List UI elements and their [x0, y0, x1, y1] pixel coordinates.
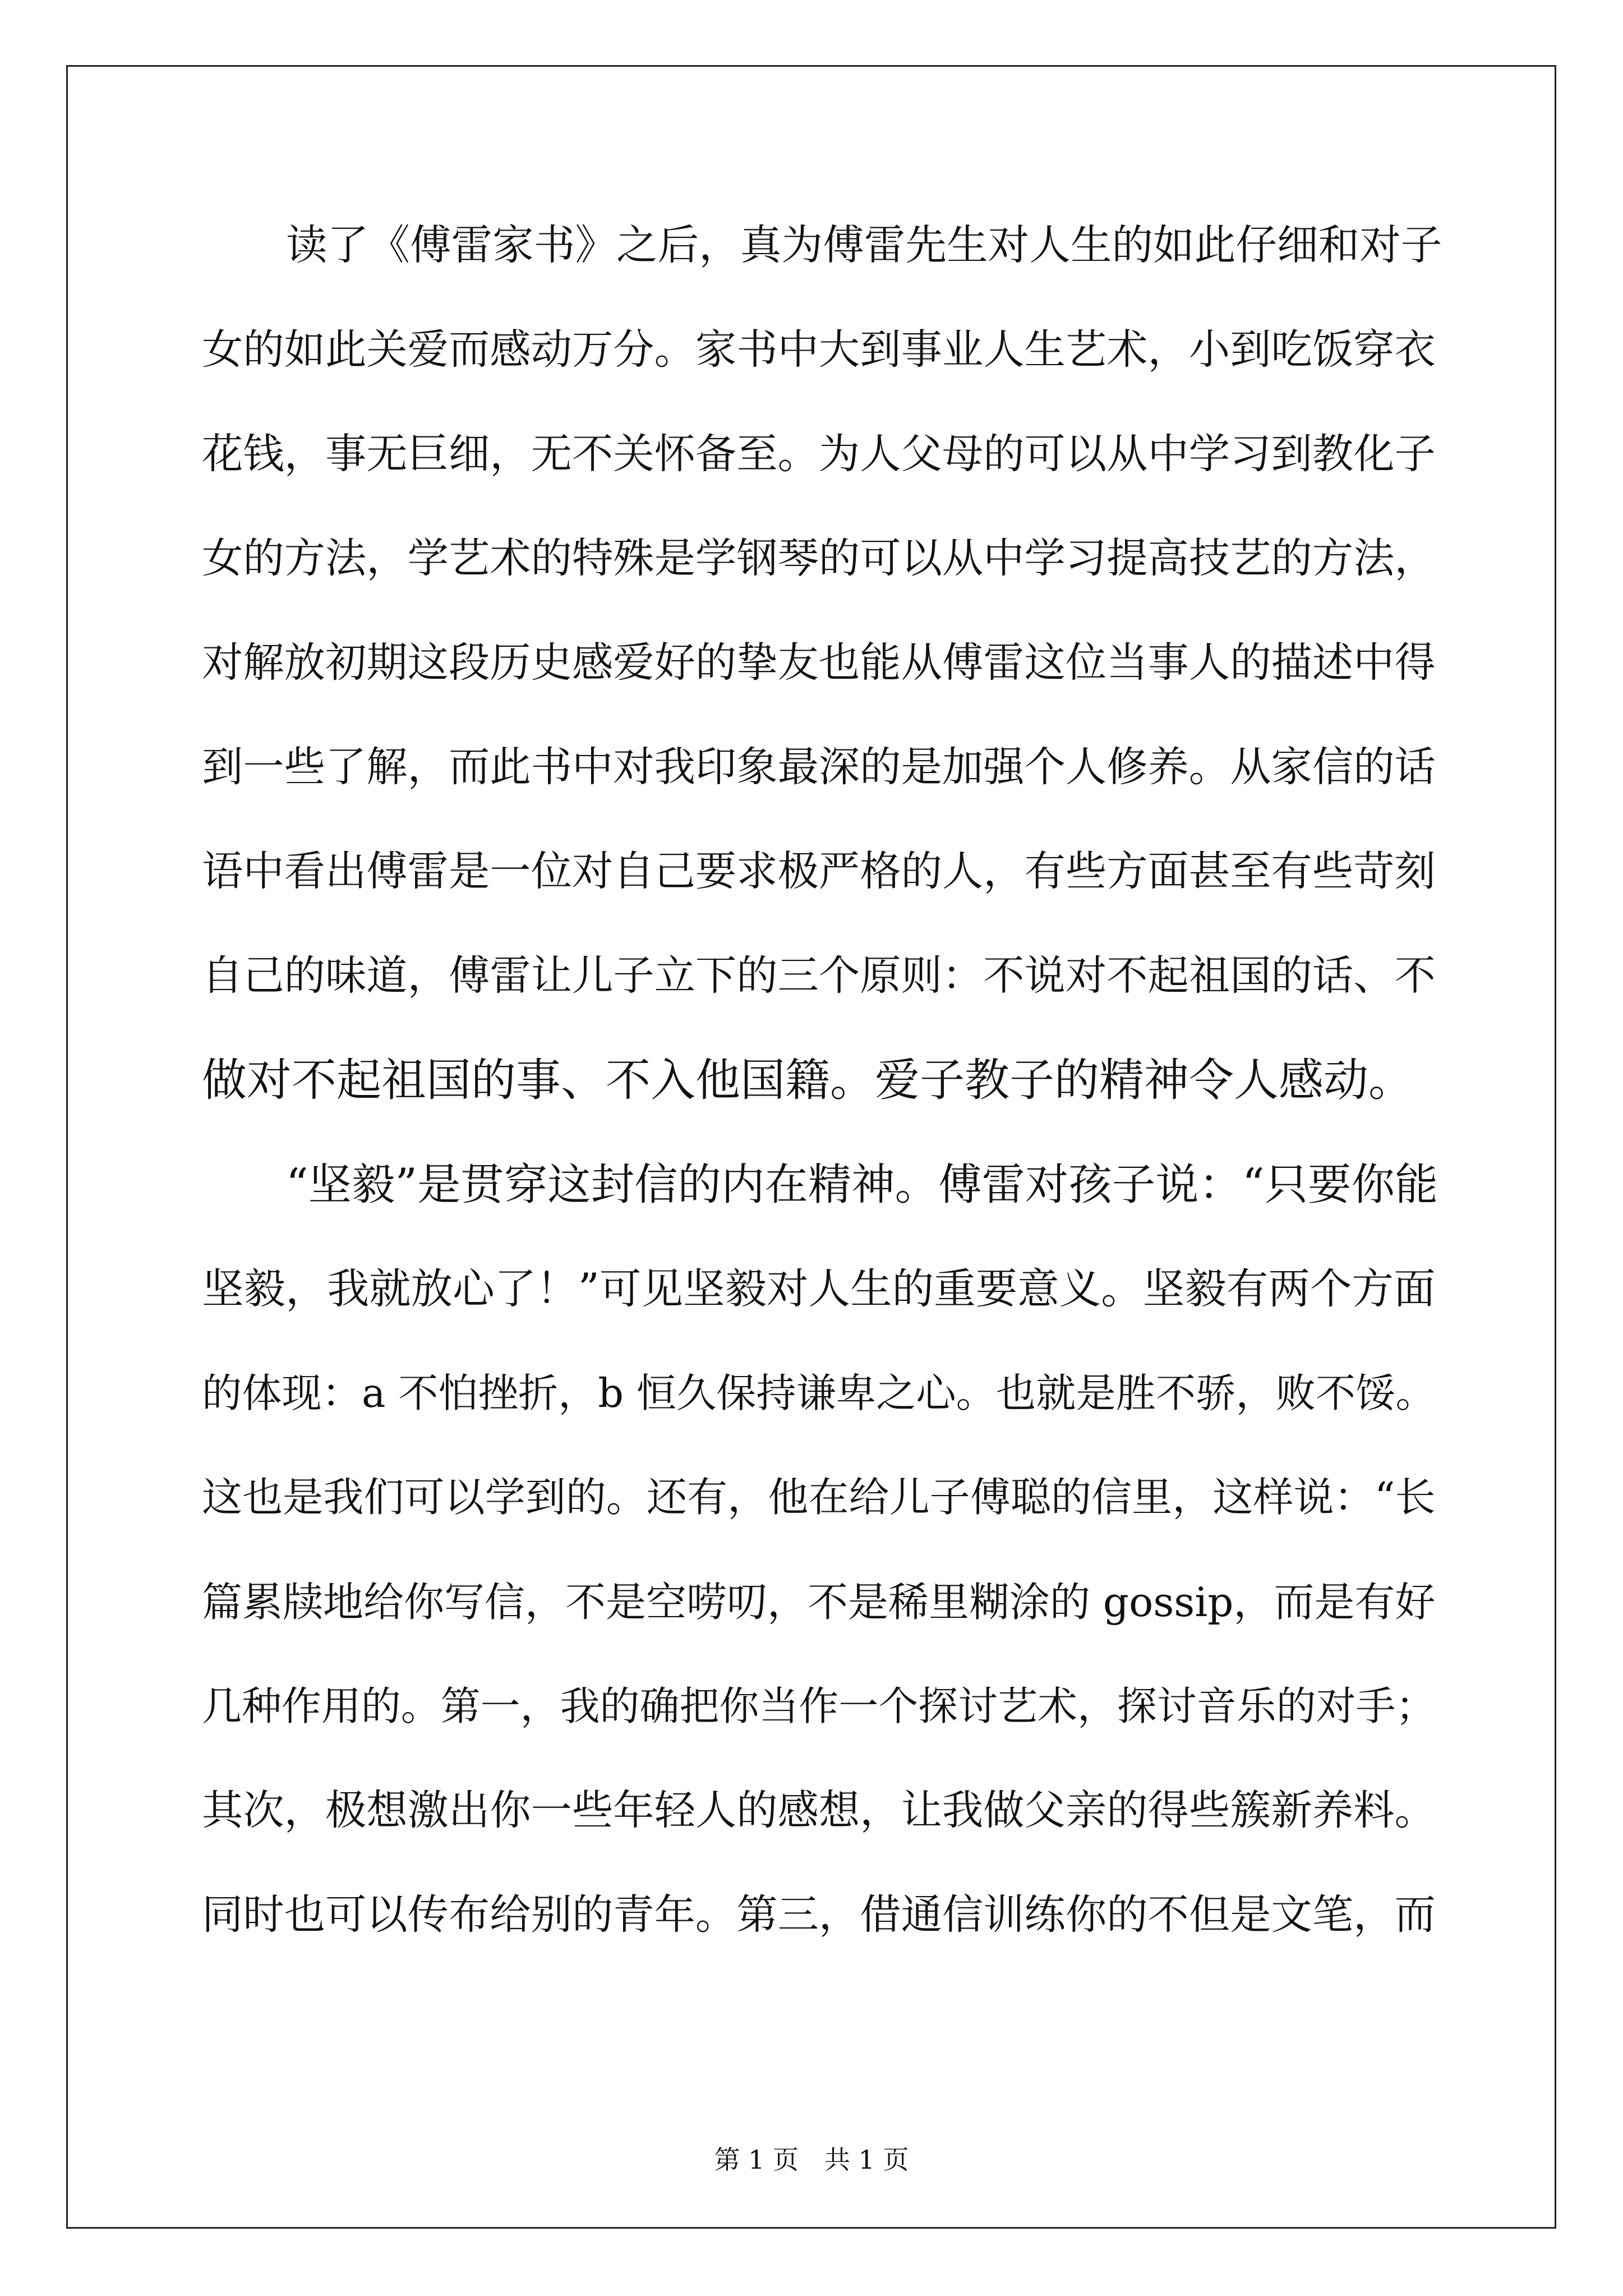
- text-line: 对解放初期这段历史感爱好的挚友也能从傅雷这位当事人的描述中得: [202, 639, 1436, 687]
- text-line: 几种作用的。第一，我的确把你当作一个探讨艺术，探讨音乐的对手；: [202, 1683, 1436, 1729]
- text-line: 读了《傅雷家书》之后，真为傅雷先生对人生的如此仔细和对子: [286, 222, 1442, 269]
- text-line: 花钱，事无巨细，无不关怀备至。为人父母的可以从中学习到教化子: [202, 430, 1436, 478]
- text-line: 自己的味道，傅雷让儿子立下的三个原则：不说对不起祖国的话、不: [202, 952, 1436, 1000]
- text-line: 其次，极想激出你一些年轻人的感想，让我做父亲的得些簇新养料。: [202, 1787, 1436, 1834]
- page-footer: 第 1 页 共 1 页: [714, 2145, 909, 2175]
- text-line: 到一些了解，而此书中对我印象最深的是加强个人修养。从家信的话: [202, 743, 1436, 791]
- text-line: 同时也可以传布给别的青年。第三，借通信训练你的不但是文笔，而: [202, 1891, 1436, 1939]
- text-line: 女的方法，学艺术的特殊是学钢琴的可以从中学习提高技艺的方法，: [202, 535, 1436, 582]
- text-line: 的体现：a 不怕挫折，b 恒久保持谦卑之心。也就是胜不骄，败不馁。: [202, 1370, 1436, 1416]
- text-line: 这也是我们可以学到的。还有，他在给儿子傅聪的信里，这样说：“长: [202, 1474, 1436, 1521]
- text-line: “坚毅”是贯穿这封信的内在精神。傅雷对孩子说：“只要你能: [286, 1159, 1438, 1210]
- text-line: 篇累牍地给你写信，不是空唠叨，不是稀里糊涂的 gossip，而是有好: [202, 1579, 1436, 1626]
- body-text: [202, 194, 1442, 1967]
- text-line: 语中看出傅雷是一位对自己要求极严格的人，有些方面甚至有些苛刻: [202, 848, 1436, 895]
- text-line: 女的如此关爱而感动万分。家书中大到事业人生艺术，小到吃饭穿衣: [202, 326, 1436, 374]
- text-line: 做对不起祖国的事、不入他国籍。爱子教子的精神令人感动。: [202, 1054, 1413, 1106]
- text-line: 坚毅，我就放心了！”可见坚毅对人生的重要意义。坚毅有两个方面: [202, 1264, 1436, 1313]
